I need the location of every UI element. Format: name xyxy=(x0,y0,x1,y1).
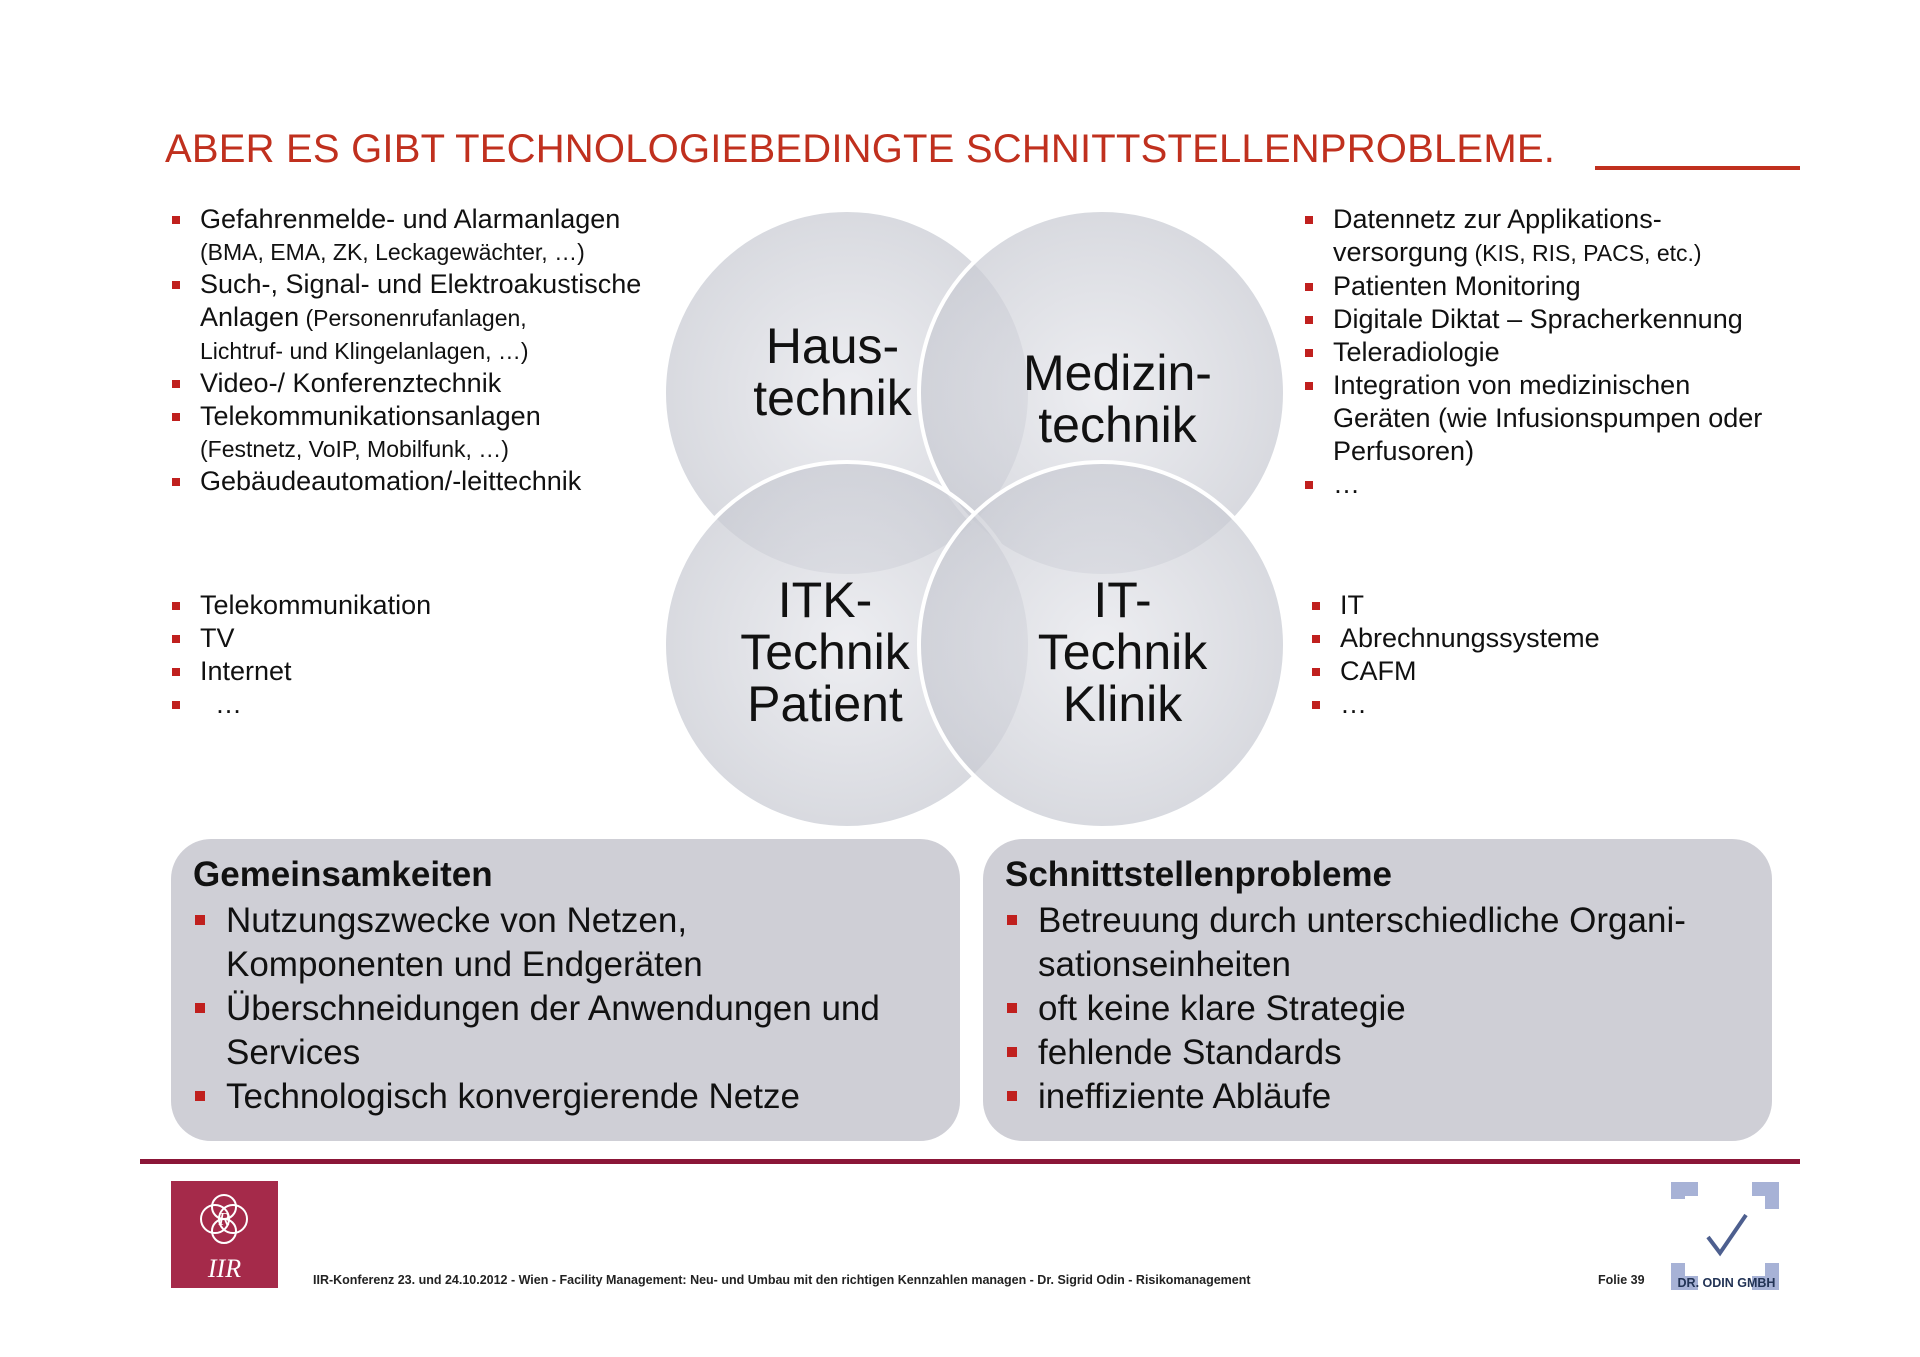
list-item-text: sationseinheiten xyxy=(1038,945,1291,984)
list-item-text: versorgung xyxy=(1333,237,1469,267)
circle-label-line: Klinik xyxy=(1062,676,1183,732)
list-item-text: Geräten (wie Infusionspumpen oder xyxy=(1333,403,1763,433)
list-item-text: oft keine klare Strategie xyxy=(1038,989,1406,1028)
list-item-text: Technologisch konvergierende Netze xyxy=(226,1077,800,1116)
circle-label-itk-technik-patient xyxy=(735,574,915,730)
circle-label-line: Medizin- xyxy=(1023,345,1212,401)
circle-label-haustechnik xyxy=(745,320,920,424)
slide-title: ABER ES GIBT TECHNOLOGIEBEDINGTE SCHNITTSTELLENPROBLEME. xyxy=(165,127,1556,171)
list-item-text: Internet xyxy=(200,656,292,686)
circle-label-medizintechnik xyxy=(1015,347,1220,451)
panel-heading: Gemeinsamkeiten xyxy=(193,855,493,894)
list-item-subtext: (Personenrufanlagen, xyxy=(299,305,527,331)
list-item-text: Datennetz zur Applikations- xyxy=(1333,204,1662,234)
list-item-subtext: (Festnetz, VoIP, Mobilfunk, …) xyxy=(200,436,509,462)
circle-label-line: ITK- xyxy=(777,572,873,628)
panel-list xyxy=(1005,899,1755,1119)
list-item-text: Abrechnungssysteme xyxy=(1340,623,1600,653)
circle-label-line: Haus- xyxy=(765,318,900,374)
list-item-text: Digitale Diktat – Spracherkennung xyxy=(1333,304,1743,334)
list-item xyxy=(1005,987,1755,1031)
list-item xyxy=(1005,899,1755,987)
list-item-text: … xyxy=(1333,469,1360,499)
slide-number: Folie 39 xyxy=(1598,1273,1645,1287)
list-item-text: … xyxy=(1340,689,1367,719)
list-item-text: Teleradiologie xyxy=(1333,337,1500,367)
list-item-subtext: (BMA, EMA, ZK, Leckagewächter, …) xyxy=(200,239,585,265)
list-item-subtext: Lichtruf- und Klingelanlagen, …) xyxy=(200,338,529,364)
panel-gemeinsamkeiten xyxy=(171,839,960,1141)
panel-heading: Schnittstellenprobleme xyxy=(1005,855,1393,894)
circle-label-line: technik xyxy=(753,370,912,426)
list-item-text: ineffiziente Abläufe xyxy=(1038,1077,1332,1116)
list-item-text: Services xyxy=(226,1033,361,1072)
list-item-text: Telekommunikation xyxy=(200,590,432,620)
list-item-text: Überschneidungen der Anwendungen und xyxy=(226,989,880,1028)
list-item xyxy=(193,899,943,987)
list-item-text: Such-, Signal- und Elektroakustische xyxy=(200,269,642,299)
svg-text:R: R xyxy=(218,1209,230,1229)
circle-label-line: IT- xyxy=(1093,572,1152,628)
list-item-text: Telekommunikationsanlagen xyxy=(200,401,541,431)
panel-schnittstellenprobleme xyxy=(983,839,1772,1141)
list-item-text: Patienten Monitoring xyxy=(1333,271,1581,301)
iir-logo xyxy=(171,1181,278,1288)
panel-list xyxy=(193,899,943,1119)
list-item-text: Integration von medizinischen xyxy=(1333,370,1691,400)
list-item-text: TV xyxy=(200,623,235,653)
list-item-text: Gefahrenmelde- und Alarmanlagen xyxy=(200,204,621,234)
iir-logo-text: IIR xyxy=(207,1254,242,1283)
footer-conference-text: IIR-Konferenz 23. und 24.10.2012 - Wien - Facility Management: Neu- und Umbau mit den richtigen Kennzahlen managen - Dr. Sigrid Odin - Risikomanagement xyxy=(313,1273,1251,1287)
list-item-text: Nutzungszwecke von Netzen, xyxy=(226,901,688,940)
circle-label-line: technik xyxy=(1038,397,1197,453)
list-item-subtext: (KIS, RIS, PACS, etc.) xyxy=(1468,240,1702,266)
list-item xyxy=(193,987,943,1075)
company-name: DR. ODIN GMBH xyxy=(1677,1276,1776,1290)
list-item-text: Betreuung durch unterschiedliche Organi- xyxy=(1038,901,1686,940)
list-item xyxy=(193,1075,943,1119)
list-item-text: Perfusoren) xyxy=(1333,436,1475,466)
list-item-text: CAFM xyxy=(1340,656,1417,686)
list-item xyxy=(1005,1031,1755,1075)
circle-label-line: Technik xyxy=(1037,624,1208,680)
list-item-text: Komponenten und Endgeräten xyxy=(226,945,703,984)
footer-rule xyxy=(140,1159,1800,1164)
list-item-text: Anlagen xyxy=(200,302,300,332)
circle-label-it-technik-klinik xyxy=(1030,574,1215,730)
list-item-text: … xyxy=(200,689,243,719)
circle-label-line: Technik xyxy=(740,624,910,680)
list-item-text: Video-/ Konferenztechnik xyxy=(200,368,502,398)
list-item xyxy=(1005,1075,1755,1119)
circle-label-line: Patient xyxy=(747,676,903,732)
list-item-text: fehlende Standards xyxy=(1038,1033,1342,1072)
list-item-text: IT xyxy=(1340,590,1364,620)
list-item-text: Gebäudeautomation/-leittechnik xyxy=(200,466,582,496)
